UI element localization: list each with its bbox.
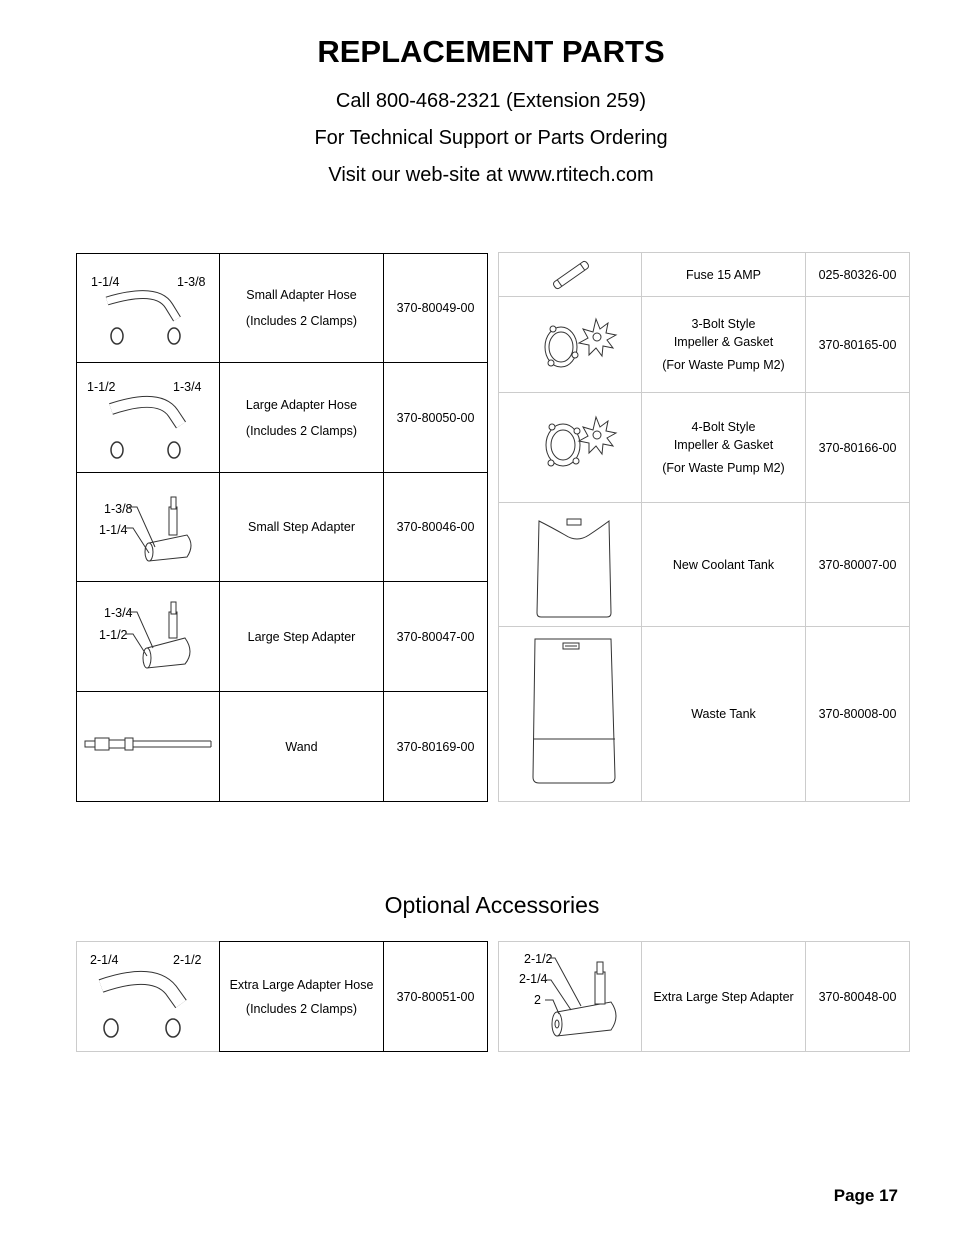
dim-label: 1-1/2 [99,628,128,642]
tank-icon [499,627,643,803]
dim-label: 2-1/2 [524,952,553,966]
elbow-hose-icon [77,363,221,474]
dim-label: 1-3/8 [104,502,133,516]
part-description: Extra Large Step Adapter [641,941,806,1052]
part-number: 370-80008-00 [805,626,910,802]
dim-label: 2-1/2 [173,953,202,967]
part-number: 370-80169-00 [383,691,488,802]
xl-step-adapter-image-cell [498,941,642,1052]
call-line: Call 800-468-2321 (Extension 259) [335,90,647,112]
section-heading: Optional Accessories [384,892,600,918]
dim-label: 1-3/4 [173,380,202,394]
waste-tank-image-cell [498,626,642,802]
part-number: 370-80046-00 [383,472,488,582]
elbow-hose-icon [77,254,221,364]
dim-label: 2-1/4 [519,972,548,986]
part-description: Large Step Adapter [219,581,384,692]
dim-label: 1-3/4 [104,606,133,620]
dim-label: 2 [534,993,541,1007]
fuse-icon [499,253,643,298]
page-title: REPLACEMENT PARTS [317,34,665,69]
coolant-tank-image-cell [498,502,642,627]
elbow-hose-icon [77,942,221,1053]
small-adapter-hose-image-cell [76,253,220,363]
part-description: Fuse 15 AMP [641,252,806,297]
3-bolt-impeller-image-cell [498,296,642,393]
wand-icon [77,692,221,803]
part-number: 370-80165-00 [805,296,910,393]
dim-label: 1-1/2 [87,380,116,394]
part-number: 370-80007-00 [805,502,910,627]
part-description: Large Adapter Hose (Includes 2 Clamps) [219,362,384,473]
impeller-gasket-icon [499,297,643,394]
small-step-adapter-image-cell [76,472,220,582]
xl-adapter-hose-image-cell [76,941,220,1052]
part-number: 370-80047-00 [383,581,488,692]
part-number: 370-80051-00 [383,941,488,1052]
part-description: Waste Tank [641,626,806,802]
dim-label: 1-3/8 [177,275,206,289]
dim-label: 2-1/4 [90,953,119,967]
wand-image-cell [76,691,220,802]
part-number: 370-80049-00 [383,253,488,363]
website-line: Visit our web-site at www.rtitech.com [328,164,654,186]
dim-label: 1-1/4 [99,523,128,537]
part-number: 370-80166-00 [805,392,910,503]
part-description: Small Step Adapter [219,472,384,582]
part-description: Extra Large Adapter Hose (Includes 2 Clamps) [219,941,384,1052]
step-adapter-icon [499,942,643,1053]
part-description: Small Adapter Hose (Includes 2 Clamps) [219,253,384,363]
part-description: 3-Bolt Style Impeller & Gasket (For Waste Pump M2) [641,296,806,393]
step-adapter-icon [77,582,221,693]
impeller-gasket-icon [499,393,643,504]
part-number: 025-80326-00 [805,252,910,297]
step-adapter-icon [77,473,221,583]
part-description: 4-Bolt Style Impeller & Gasket (For Waste Pump M2) [641,392,806,503]
part-description: New Coolant Tank [641,502,806,627]
large-step-adapter-image-cell [76,581,220,692]
dim-label: 1-1/4 [91,275,120,289]
part-number: 370-80050-00 [383,362,488,473]
part-number: 370-80048-00 [805,941,910,1052]
large-adapter-hose-image-cell [76,362,220,473]
fuse-image-cell [498,252,642,297]
page-number: Page 17 [833,1186,898,1205]
support-line: For Technical Support or Parts Ordering [314,127,668,149]
tank-icon [499,503,643,628]
part-description: Wand [219,691,384,802]
4-bolt-impeller-image-cell [498,392,642,503]
